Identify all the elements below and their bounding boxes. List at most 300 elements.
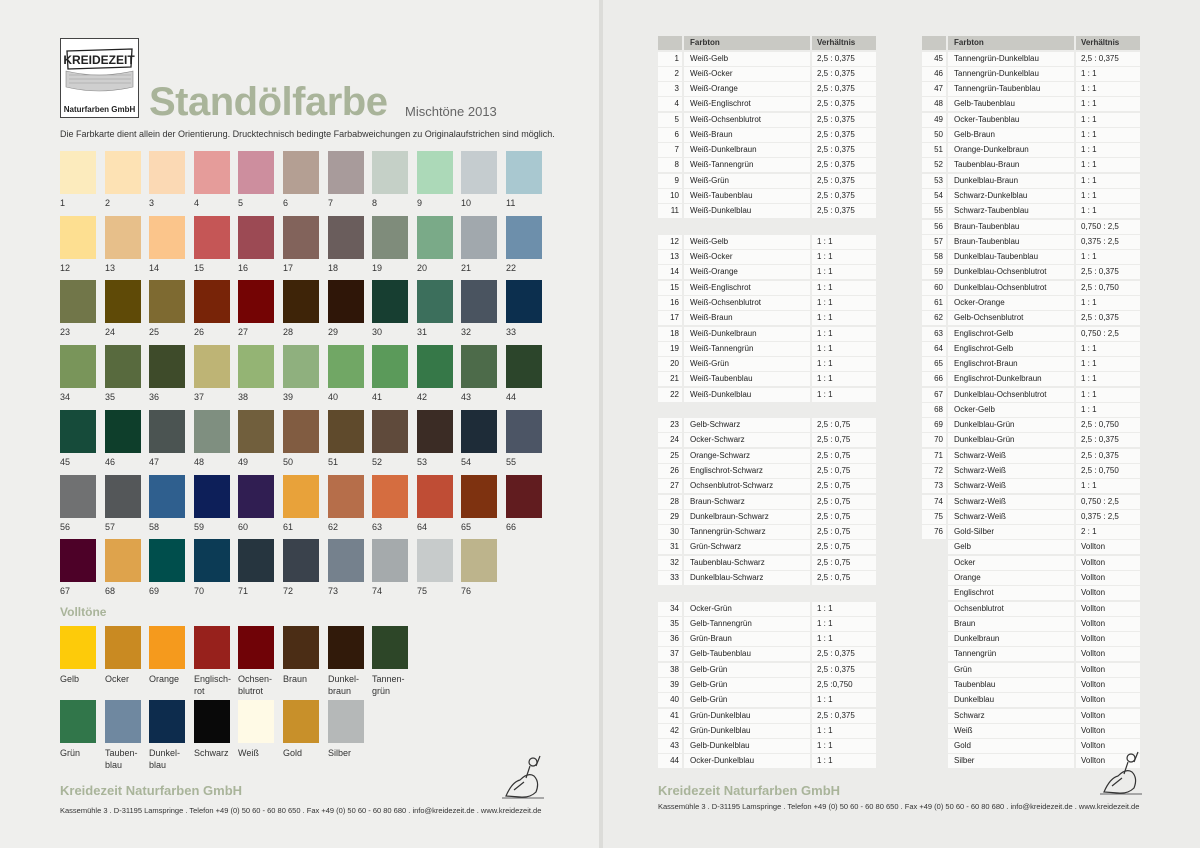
row-number: 26 bbox=[658, 464, 682, 478]
row-number: 47 bbox=[922, 82, 946, 96]
swatch-number: 5 bbox=[238, 198, 244, 208]
row-number: 32 bbox=[658, 556, 682, 570]
row-verhaeltnis: Vollton bbox=[1076, 602, 1140, 616]
row-verhaeltnis: 0,750 : 2,5 bbox=[1076, 495, 1140, 509]
row-number: 30 bbox=[658, 525, 682, 539]
row-verhaeltnis: 2,5 : 0,75 bbox=[812, 433, 876, 447]
color-swatch-67 bbox=[60, 539, 96, 582]
swatch-number: 58 bbox=[149, 522, 160, 532]
row-number: 73 bbox=[922, 479, 946, 493]
color-swatch-44 bbox=[506, 345, 542, 388]
row-verhaeltnis: 1 : 1 bbox=[812, 265, 876, 279]
vollton-name: Ochsen- blutrot bbox=[238, 674, 273, 696]
row-verhaeltnis: Vollton bbox=[1076, 754, 1140, 768]
row-farbton: Weiß-Dunkelbraun bbox=[684, 327, 810, 341]
table-row bbox=[922, 678, 1140, 692]
row-verhaeltnis: Vollton bbox=[1076, 678, 1140, 692]
row-number: 1 bbox=[658, 52, 682, 66]
row-verhaeltnis: 2,5 : 0,75 bbox=[812, 525, 876, 539]
row-number: 40 bbox=[658, 693, 682, 707]
row-number: 24 bbox=[658, 433, 682, 447]
row-verhaeltnis: 0,375 : 2,5 bbox=[1076, 235, 1140, 249]
swatch-number: 72 bbox=[283, 586, 294, 596]
color-swatch-54 bbox=[461, 410, 497, 453]
row-farbton: Silber bbox=[948, 754, 1074, 768]
swatch-number: 61 bbox=[283, 522, 294, 532]
row-verhaeltnis: 2,5 : 0,75 bbox=[812, 479, 876, 493]
row-verhaeltnis: Vollton bbox=[1076, 632, 1140, 646]
row-number: 74 bbox=[922, 495, 946, 509]
row-number: 65 bbox=[922, 357, 946, 371]
table-row bbox=[658, 97, 876, 111]
row-farbton: Gelb-Tannengrün bbox=[684, 617, 810, 631]
swatch-number: 52 bbox=[372, 457, 383, 467]
vollton-swatch bbox=[328, 626, 364, 669]
row-number: 63 bbox=[922, 327, 946, 341]
row-number: 6 bbox=[658, 128, 682, 142]
table-row bbox=[658, 678, 876, 692]
table-row bbox=[658, 158, 876, 172]
row-farbton: Dunkelblau-Grün bbox=[948, 418, 1074, 432]
row-verhaeltnis: 1 : 1 bbox=[812, 388, 876, 402]
row-farbton: Ochsenblutrot-Schwarz bbox=[684, 479, 810, 493]
row-verhaeltnis: 1 : 1 bbox=[812, 311, 876, 325]
row-number: 2 bbox=[658, 67, 682, 81]
row-farbton: Gelb-Braun bbox=[948, 128, 1074, 142]
row-verhaeltnis: 1 : 1 bbox=[812, 357, 876, 371]
row-number bbox=[922, 709, 946, 723]
company-name-right: Kreidezeit Naturfarben GmbH bbox=[658, 783, 841, 798]
swatch-number: 31 bbox=[417, 327, 428, 337]
row-verhaeltnis: 2,5 : 0,375 bbox=[1076, 433, 1140, 447]
swatch-number: 7 bbox=[328, 198, 334, 208]
color-swatch-57 bbox=[105, 475, 141, 518]
color-swatch-38 bbox=[238, 345, 274, 388]
table-row bbox=[658, 250, 876, 264]
row-number: 54 bbox=[922, 189, 946, 203]
kreidezeit-logo bbox=[60, 38, 139, 118]
row-farbton: Englischrot-Gelb bbox=[948, 342, 1074, 356]
row-number: 35 bbox=[658, 617, 682, 631]
row-verhaeltnis: 1 : 1 bbox=[812, 632, 876, 646]
row-verhaeltnis: Vollton bbox=[1076, 724, 1140, 738]
row-farbton: Orange bbox=[948, 571, 1074, 585]
swatch-number: 26 bbox=[194, 327, 205, 337]
swatch-number: 2 bbox=[105, 198, 111, 208]
row-farbton: Weiß-Orange bbox=[684, 82, 810, 96]
swatch-number: 36 bbox=[149, 392, 160, 402]
row-farbton: Weiß-Gelb bbox=[684, 235, 810, 249]
table-row bbox=[658, 754, 876, 768]
table-row bbox=[922, 449, 1140, 463]
row-farbton: Weiß-Englischrot bbox=[684, 97, 810, 111]
row-number: 45 bbox=[922, 52, 946, 66]
row-verhaeltnis: 2,5 : 0,375 bbox=[812, 128, 876, 142]
header-farbton: Farbton bbox=[948, 36, 1074, 50]
color-swatch-1 bbox=[60, 151, 96, 194]
row-farbton: Weiß bbox=[948, 724, 1074, 738]
row-farbton: Taubenblau-Schwarz bbox=[684, 556, 810, 570]
swatch-number: 42 bbox=[417, 392, 428, 402]
row-number: 15 bbox=[658, 281, 682, 295]
swatch-number: 28 bbox=[283, 327, 294, 337]
table-row bbox=[922, 556, 1140, 570]
swatch-number: 4 bbox=[194, 198, 200, 208]
row-number: 9 bbox=[658, 174, 682, 188]
right-page bbox=[603, 0, 1200, 848]
row-number bbox=[922, 571, 946, 585]
swatch-number: 41 bbox=[372, 392, 383, 402]
color-swatch-72 bbox=[283, 539, 319, 582]
color-swatch-73 bbox=[328, 539, 364, 582]
row-verhaeltnis: 1 : 1 bbox=[812, 372, 876, 386]
row-farbton: Braun bbox=[948, 617, 1074, 631]
table-row bbox=[922, 479, 1140, 493]
table-header bbox=[658, 36, 876, 50]
row-farbton: Weiß-Tannengrün bbox=[684, 158, 810, 172]
row-number: 52 bbox=[922, 158, 946, 172]
row-number: 46 bbox=[922, 67, 946, 81]
row-verhaeltnis: 1 : 1 bbox=[812, 327, 876, 341]
table-row bbox=[658, 540, 876, 554]
swatch-number: 75 bbox=[417, 586, 428, 596]
row-farbton: Tannengrün-Schwarz bbox=[684, 525, 810, 539]
row-number bbox=[922, 617, 946, 631]
table-row bbox=[658, 67, 876, 81]
logo-brand-text: KREIDEZEIT bbox=[63, 53, 135, 67]
color-swatch-6 bbox=[283, 151, 319, 194]
color-swatch-27 bbox=[238, 280, 274, 323]
swatch-number: 13 bbox=[105, 263, 116, 273]
row-verhaeltnis: 2,5 : 0,375 bbox=[1076, 449, 1140, 463]
row-number: 57 bbox=[922, 235, 946, 249]
row-verhaeltnis: 2,5 : 0,75 bbox=[812, 449, 876, 463]
row-farbton: Weiß-Grün bbox=[684, 357, 810, 371]
row-number: 13 bbox=[658, 250, 682, 264]
row-number: 75 bbox=[922, 510, 946, 524]
color-swatch-61 bbox=[283, 475, 319, 518]
table-row bbox=[658, 510, 876, 524]
table-row bbox=[922, 724, 1140, 738]
swatch-number: 60 bbox=[238, 522, 249, 532]
row-verhaeltnis: 1 : 1 bbox=[1076, 174, 1140, 188]
color-swatch-74 bbox=[372, 539, 408, 582]
table-row bbox=[922, 143, 1140, 157]
color-swatch-63 bbox=[372, 475, 408, 518]
row-farbton: Englischrot-Braun bbox=[948, 357, 1074, 371]
row-farbton: Taubenblau-Braun bbox=[948, 158, 1074, 172]
company-name: Kreidezeit Naturfarben GmbH bbox=[60, 783, 243, 798]
row-number: 55 bbox=[922, 204, 946, 218]
row-number: 22 bbox=[658, 388, 682, 402]
row-verhaeltnis: 2,5 : 0,375 bbox=[812, 67, 876, 81]
row-number: 5 bbox=[658, 113, 682, 127]
vollton-name: Ocker bbox=[105, 674, 130, 684]
row-farbton: Ocker-Dunkelblau bbox=[684, 754, 810, 768]
swatch-number: 68 bbox=[105, 586, 116, 596]
swatch-number: 21 bbox=[461, 263, 472, 273]
row-farbton: Dunkelblau-Ochsenblutrot bbox=[948, 388, 1074, 402]
color-swatch-56 bbox=[60, 475, 96, 518]
row-verhaeltnis: 2,5 : 0,75 bbox=[812, 510, 876, 524]
header-verhaeltnis: Verhältnis bbox=[1076, 36, 1140, 50]
table-row bbox=[922, 388, 1140, 402]
row-farbton: Dunkelblau bbox=[948, 693, 1074, 707]
row-verhaeltnis: 1 : 1 bbox=[812, 342, 876, 356]
table-row bbox=[658, 525, 876, 539]
row-verhaeltnis: 1 : 1 bbox=[1076, 479, 1140, 493]
vollton-swatch bbox=[149, 700, 185, 743]
color-swatch-20 bbox=[417, 216, 453, 259]
row-number: 53 bbox=[922, 174, 946, 188]
row-number: 16 bbox=[658, 296, 682, 310]
row-farbton: Ocker-Grün bbox=[684, 602, 810, 616]
table-header bbox=[922, 36, 1140, 50]
table-row bbox=[922, 632, 1140, 646]
color-swatch-25 bbox=[149, 280, 185, 323]
row-farbton: Gelb-Taubenblau bbox=[684, 647, 810, 661]
swatch-number: 24 bbox=[105, 327, 116, 337]
row-farbton: Grün-Dunkelblau bbox=[684, 709, 810, 723]
row-farbton: Ocker-Orange bbox=[948, 296, 1074, 310]
table-row bbox=[922, 540, 1140, 554]
row-number: 21 bbox=[658, 372, 682, 386]
vollton-swatch bbox=[283, 700, 319, 743]
row-number: 38 bbox=[658, 663, 682, 677]
color-swatch-28 bbox=[283, 280, 319, 323]
row-farbton: Gelb-Grün bbox=[684, 663, 810, 677]
row-farbton: Weiß-Grün bbox=[684, 174, 810, 188]
table-row bbox=[658, 174, 876, 188]
row-farbton: Dunkelbraun bbox=[948, 632, 1074, 646]
table-row bbox=[658, 143, 876, 157]
color-swatch-68 bbox=[105, 539, 141, 582]
row-farbton: Weiß-Englischrot bbox=[684, 281, 810, 295]
swatch-number: 50 bbox=[283, 457, 294, 467]
color-swatch-71 bbox=[238, 539, 274, 582]
row-verhaeltnis: 2,5 : 0,375 bbox=[812, 97, 876, 111]
vollton-swatch bbox=[105, 700, 141, 743]
table-row bbox=[922, 327, 1140, 341]
color-swatch-3 bbox=[149, 151, 185, 194]
swatch-number: 14 bbox=[149, 263, 160, 273]
color-swatch-7 bbox=[328, 151, 364, 194]
table-row bbox=[922, 113, 1140, 127]
row-number: 60 bbox=[922, 281, 946, 295]
row-verhaeltnis: 1 : 1 bbox=[812, 617, 876, 631]
row-verhaeltnis: 2,5 : 0,750 bbox=[1076, 464, 1140, 478]
color-swatch-70 bbox=[194, 539, 230, 582]
color-swatch-49 bbox=[238, 410, 274, 453]
table-row bbox=[658, 265, 876, 279]
swatch-number: 71 bbox=[238, 586, 249, 596]
swatch-number: 62 bbox=[328, 522, 339, 532]
row-farbton: Orange-Schwarz bbox=[684, 449, 810, 463]
color-swatch-41 bbox=[372, 345, 408, 388]
swatch-number: 63 bbox=[372, 522, 383, 532]
row-number: 17 bbox=[658, 311, 682, 325]
table-row bbox=[658, 235, 876, 249]
color-swatch-62 bbox=[328, 475, 364, 518]
color-swatch-11 bbox=[506, 151, 542, 194]
row-number: 39 bbox=[658, 678, 682, 692]
table-row bbox=[658, 647, 876, 661]
row-verhaeltnis: 2,5 : 0,375 bbox=[1076, 265, 1140, 279]
table-row bbox=[658, 632, 876, 646]
vollton-swatch bbox=[194, 700, 230, 743]
row-verhaeltnis: 1 : 1 bbox=[1076, 357, 1140, 371]
table-row bbox=[922, 617, 1140, 631]
row-farbton: Orange-Dunkelbraun bbox=[948, 143, 1074, 157]
swatch-number: 39 bbox=[283, 392, 294, 402]
table-row bbox=[658, 189, 876, 203]
row-number bbox=[922, 693, 946, 707]
table-row bbox=[658, 739, 876, 753]
row-number: 25 bbox=[658, 449, 682, 463]
swatch-number: 18 bbox=[328, 263, 339, 273]
swatch-number: 49 bbox=[238, 457, 249, 467]
row-farbton: Gelb-Grün bbox=[684, 693, 810, 707]
color-swatch-29 bbox=[328, 280, 364, 323]
row-farbton: Weiß-Ocker bbox=[684, 250, 810, 264]
row-number: 4 bbox=[658, 97, 682, 111]
color-swatch-43 bbox=[461, 345, 497, 388]
table-row bbox=[922, 128, 1140, 142]
color-swatch-52 bbox=[372, 410, 408, 453]
table-row bbox=[922, 663, 1140, 677]
row-number: 68 bbox=[922, 403, 946, 417]
table-row bbox=[922, 189, 1140, 203]
row-number: 31 bbox=[658, 540, 682, 554]
row-number: 33 bbox=[658, 571, 682, 585]
row-number: 72 bbox=[922, 464, 946, 478]
table-row bbox=[922, 464, 1140, 478]
table-row bbox=[922, 510, 1140, 524]
swatch-number: 55 bbox=[506, 457, 517, 467]
swatch-number: 17 bbox=[283, 263, 294, 273]
table-row bbox=[922, 647, 1140, 661]
row-number: 11 bbox=[658, 204, 682, 218]
table-row bbox=[658, 342, 876, 356]
row-number bbox=[922, 632, 946, 646]
painter-mascot-icon-right bbox=[1098, 748, 1143, 796]
row-number bbox=[922, 540, 946, 554]
vollton-name: Weiß bbox=[238, 748, 259, 758]
row-verhaeltnis: 1 : 1 bbox=[1076, 204, 1140, 218]
row-farbton: Gelb-Taubenblau bbox=[948, 97, 1074, 111]
row-verhaeltnis: 2,5 : 0,75 bbox=[812, 418, 876, 432]
table-row bbox=[922, 250, 1140, 264]
table-row bbox=[922, 433, 1140, 447]
vollton-swatch bbox=[60, 626, 96, 669]
row-farbton: Dunkelblau-Ochsenblutrot bbox=[948, 265, 1074, 279]
row-number: 58 bbox=[922, 250, 946, 264]
color-swatch-10 bbox=[461, 151, 497, 194]
swatch-number: 56 bbox=[60, 522, 71, 532]
row-verhaeltnis: 1 : 1 bbox=[1076, 250, 1140, 264]
table-row bbox=[922, 372, 1140, 386]
vollton-swatch bbox=[105, 626, 141, 669]
row-farbton: Schwarz-Dunkelblau bbox=[948, 189, 1074, 203]
swatch-number: 30 bbox=[372, 327, 383, 337]
row-number: 18 bbox=[658, 327, 682, 341]
table-row bbox=[922, 586, 1140, 600]
row-verhaeltnis: 2,5 : 0,375 bbox=[812, 113, 876, 127]
table-row bbox=[658, 128, 876, 142]
table-row bbox=[658, 204, 876, 218]
row-number bbox=[922, 724, 946, 738]
page-title: Standölfarbe bbox=[149, 80, 388, 124]
color-swatch-19 bbox=[372, 216, 408, 259]
row-farbton: Ocker-Schwarz bbox=[684, 433, 810, 447]
header-farbton: Farbton bbox=[684, 36, 810, 50]
swatch-number: 74 bbox=[372, 586, 383, 596]
row-farbton: Schwarz-Weiß bbox=[948, 479, 1074, 493]
row-verhaeltnis: 2 : 1 bbox=[1076, 525, 1140, 539]
color-swatch-16 bbox=[238, 216, 274, 259]
table-row bbox=[658, 52, 876, 66]
row-verhaeltnis: 2,5 : 0,375 bbox=[812, 82, 876, 96]
row-number: 62 bbox=[922, 311, 946, 325]
row-number: 70 bbox=[922, 433, 946, 447]
vollton-name: Tannen- grün bbox=[372, 674, 405, 696]
color-swatch-18 bbox=[328, 216, 364, 259]
table-row bbox=[658, 82, 876, 96]
row-verhaeltnis: 2,5 : 0,375 bbox=[812, 52, 876, 66]
row-number: 51 bbox=[922, 143, 946, 157]
color-swatch-39 bbox=[283, 345, 319, 388]
vollton-swatch bbox=[238, 700, 274, 743]
row-verhaeltnis: 1 : 1 bbox=[1076, 143, 1140, 157]
table-row bbox=[658, 693, 876, 707]
row-verhaeltnis: 1 : 1 bbox=[1076, 189, 1140, 203]
color-swatch-4 bbox=[194, 151, 230, 194]
row-farbton: Braun-Taubenblau bbox=[948, 220, 1074, 234]
row-farbton: Tannengrün bbox=[948, 647, 1074, 661]
color-swatch-26 bbox=[194, 280, 230, 323]
swatch-number: 11 bbox=[506, 198, 516, 208]
color-swatch-60 bbox=[238, 475, 274, 518]
row-farbton: Weiß-Tannengrün bbox=[684, 342, 810, 356]
table-row bbox=[922, 235, 1140, 249]
swatch-number: 34 bbox=[60, 392, 71, 402]
swatch-number: 6 bbox=[283, 198, 289, 208]
row-verhaeltnis: 1 : 1 bbox=[812, 250, 876, 264]
vollton-name: Gelb bbox=[60, 674, 80, 684]
color-swatch-21 bbox=[461, 216, 497, 259]
vollton-name: Grün bbox=[60, 748, 81, 758]
swatch-number: 10 bbox=[461, 198, 472, 208]
table-row bbox=[658, 495, 876, 509]
row-verhaeltnis: 1 : 1 bbox=[1076, 158, 1140, 172]
table-row bbox=[922, 281, 1140, 295]
table-row bbox=[922, 602, 1140, 616]
row-number: 50 bbox=[922, 128, 946, 142]
vollton-swatch bbox=[283, 626, 319, 669]
row-farbton: Gelb-Grün bbox=[684, 678, 810, 692]
color-swatch-64 bbox=[417, 475, 453, 518]
row-farbton: Ocker-Gelb bbox=[948, 403, 1074, 417]
color-swatch-14 bbox=[149, 216, 185, 259]
table-row bbox=[658, 418, 876, 432]
row-farbton: Gelb bbox=[948, 540, 1074, 554]
row-number: 20 bbox=[658, 357, 682, 371]
color-swatch-15 bbox=[194, 216, 230, 259]
row-verhaeltnis: Vollton bbox=[1076, 693, 1140, 707]
row-number: 10 bbox=[658, 189, 682, 203]
swatch-number: 43 bbox=[461, 392, 472, 402]
swatch-number: 70 bbox=[194, 586, 205, 596]
